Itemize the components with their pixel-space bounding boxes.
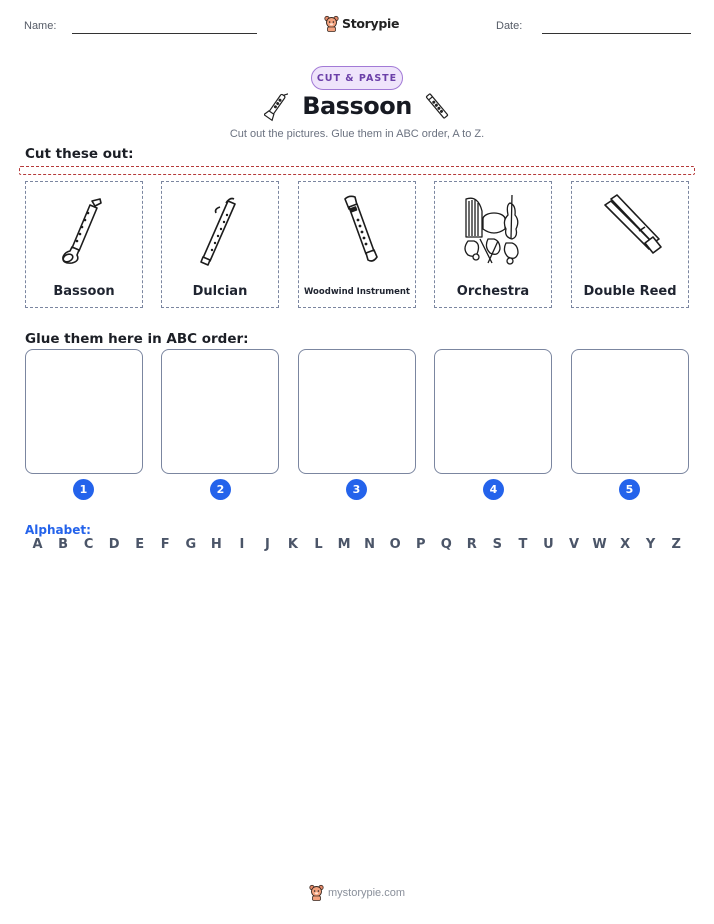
alphabet-letter: B (58, 537, 68, 552)
bear-mascot-icon (309, 884, 324, 901)
glue-slot-2[interactable] (161, 349, 279, 474)
dulcian-icon (190, 191, 250, 271)
glue-slot-5[interactable] (571, 349, 689, 474)
card-label: Orchestra (456, 284, 530, 299)
alphabet-letter: J (265, 537, 270, 552)
slot-number-3: 3 (346, 479, 367, 500)
brand-name: Storypie (342, 15, 400, 31)
cut-card-bassoon[interactable] (25, 181, 143, 308)
card-label: Double Reed (583, 284, 677, 299)
alphabet-letter: G (185, 537, 197, 552)
alphabet-letter: T (518, 537, 528, 552)
slot-number-1: 1 (73, 479, 94, 500)
alphabet-letter: C (83, 537, 94, 552)
footer-url[interactable]: mystorypie.com (328, 886, 406, 899)
instructions: Cut out the pictures. Glue them in ABC order, A to Z. (229, 128, 485, 140)
alphabet-letter: X (620, 537, 631, 552)
cut-card-dulcian[interactable] (161, 181, 279, 308)
alphabet-letter: I (239, 537, 245, 552)
card-label: Bassoon (53, 284, 115, 299)
bassoon-icon (54, 191, 114, 271)
alphabet-letter: M (337, 537, 351, 552)
footer (309, 884, 405, 901)
cut-card-woodwind[interactable] (298, 181, 416, 308)
alphabet-letter: W (592, 537, 607, 552)
alphabet-letter: Y (645, 537, 656, 552)
slot-number-4: 4 (483, 479, 504, 500)
date-label: Date: (496, 20, 523, 32)
double-reed-icon (595, 191, 665, 271)
glue-slot-4[interactable] (434, 349, 552, 474)
cut-heading: Cut these out: (25, 146, 134, 162)
alphabet-letter: L (314, 537, 323, 552)
alphabet-letter: N (364, 537, 376, 552)
glue-heading: Glue them here in ABC order: (25, 331, 249, 347)
cut-line (19, 166, 695, 175)
alphabet-letter: F (160, 537, 170, 552)
name-label: Name: (24, 20, 57, 32)
alphabet-letter: A (32, 537, 43, 552)
alphabet-letter: D (108, 537, 120, 552)
date-line[interactable] (542, 33, 691, 34)
alphabet-letter: Q (440, 537, 452, 552)
slot-number-2: 2 (210, 479, 231, 500)
alphabet-letter: P (415, 537, 426, 552)
alphabet-letter: U (543, 537, 554, 552)
glue-slot-1[interactable] (25, 349, 143, 474)
alphabet-letter: E (135, 537, 145, 552)
glue-slot-3[interactable] (298, 349, 416, 474)
page-title: Bassoon (302, 92, 412, 120)
alphabet-title: Alphabet: (25, 523, 91, 537)
card-label: Dulcian (192, 284, 248, 299)
brand-logo (324, 12, 399, 34)
alphabet-row (25, 537, 689, 552)
slot-number-5: 5 (619, 479, 640, 500)
recorder-icon (327, 191, 387, 271)
name-line[interactable] (72, 33, 257, 34)
alphabet-letter: Z (671, 537, 681, 552)
alphabet-letter: S (492, 537, 503, 552)
card-label: Woodwind Instrument (303, 287, 410, 297)
cut-paste-badge: CUT & PASTE (311, 66, 403, 90)
alphabet-letter: O (389, 537, 401, 552)
alphabet-letter: V (568, 537, 580, 552)
alphabet-letter: K (287, 537, 298, 552)
cut-card-orchestra[interactable] (434, 181, 552, 308)
orchestra-instruments-icon (458, 191, 528, 271)
alphabet-letter: R (466, 537, 477, 552)
flute-title-icon (424, 90, 450, 122)
cut-card-double-reed[interactable] (571, 181, 689, 308)
alphabet-letter: H (210, 537, 222, 552)
bear-mascot-icon (324, 15, 339, 32)
